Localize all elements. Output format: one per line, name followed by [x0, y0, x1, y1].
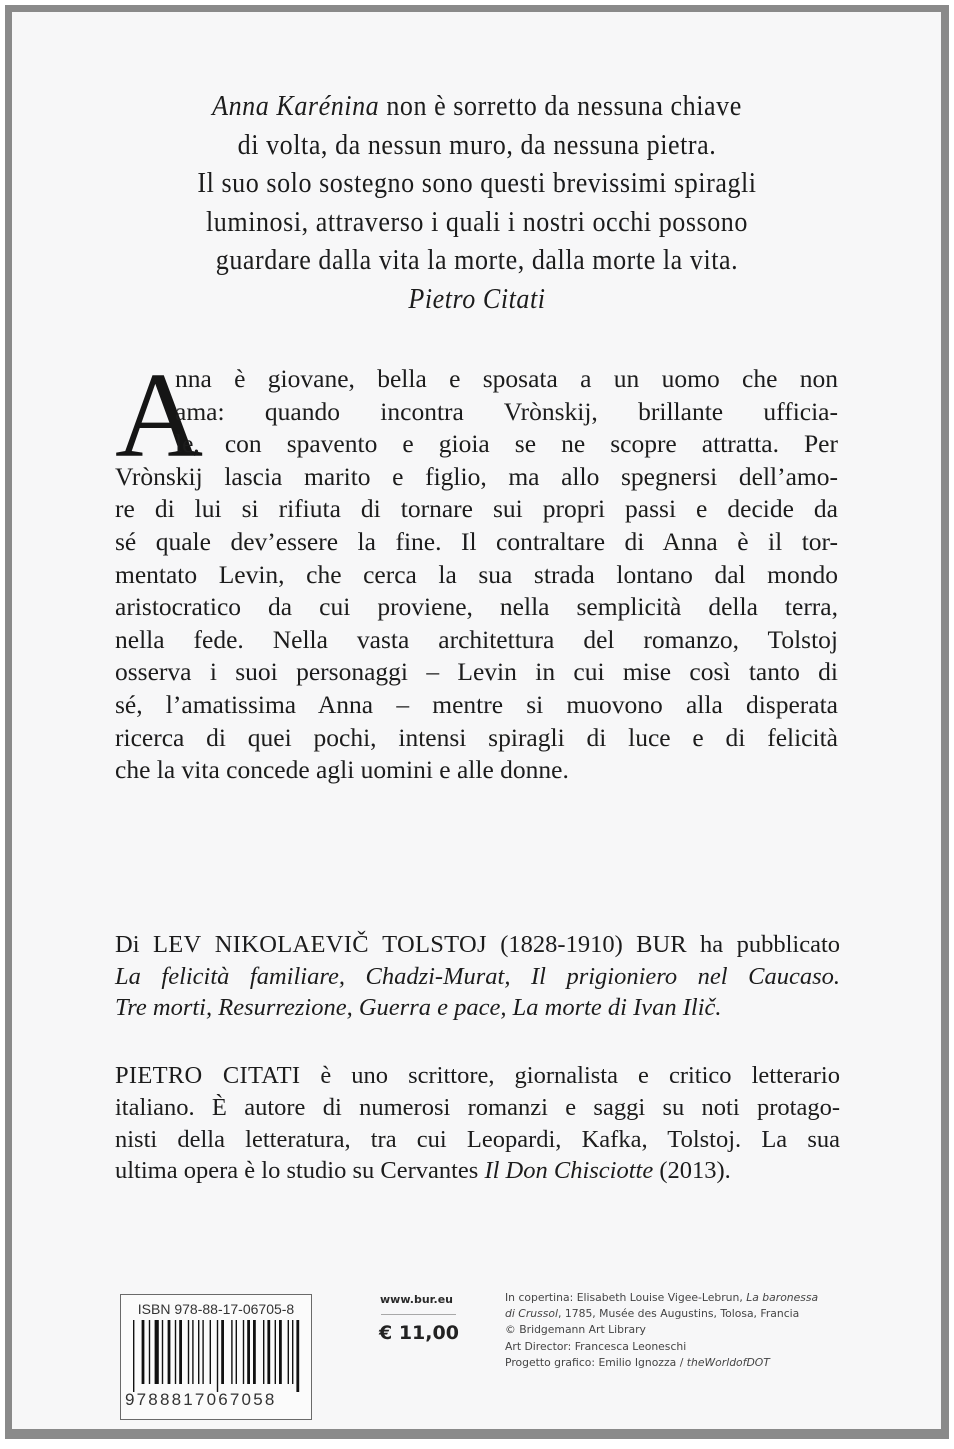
quote-text: non è sorretto da nessuna chiave	[379, 91, 742, 122]
synopsis-line: Vrònskij lascia marito e figlio, ma allo spegnersi dell’amo-	[115, 461, 838, 491]
cover-credits	[505, 1290, 818, 1371]
barcode-bar	[192, 1320, 193, 1384]
quote-line: guardare dalla vita la morte, dalla morte la vita.	[215, 245, 739, 276]
barcode-bar	[221, 1320, 224, 1384]
synopsis-line: nella fede. Nella vasta architettura del romanzo, Tolstoj	[115, 624, 838, 654]
credit-text: Progetto grafico: Emilio Ignozza /	[505, 1355, 687, 1369]
author-bio-line	[115, 992, 840, 1024]
author-bio-line	[115, 929, 840, 961]
barcode-bar	[263, 1320, 264, 1384]
credit-line	[505, 1306, 818, 1322]
bio-text: (1828-1910) BUR ha pubblicato	[486, 931, 841, 958]
bios	[115, 929, 840, 1187]
barcode-bar	[142, 1320, 145, 1384]
synopsis-line: mentato Levin, che cerca la sua strada lontano dal mondo	[115, 559, 838, 589]
critic-name: PIETRO CITATI	[115, 1062, 301, 1090]
barcode-digits: 9788817067058	[125, 1390, 277, 1409]
barcode-bar	[288, 1320, 289, 1384]
quote-line: Il suo solo sostegno sono questi brevissimi spiragli	[197, 168, 757, 199]
author-name: LEV NIKOLAEVIČ TOLSTOJ	[152, 931, 487, 958]
critic-bio-line: nisti della letteratura, tra cui Leopardi, Kafka, Tolstoj. La sua	[115, 1125, 840, 1153]
credit-line	[505, 1290, 818, 1306]
critic-bio-line	[115, 1155, 840, 1187]
quote-attribution: Pietro Citati	[408, 283, 546, 315]
isbn-label: ISBN 978-88-17-06705-8	[137, 1301, 295, 1317]
barcode-bar	[188, 1320, 189, 1384]
barcode-bar	[217, 1320, 218, 1392]
barcode-bar	[247, 1320, 250, 1384]
synopsis-line: nna è giovane, bella e sposata a un uomo che non	[175, 364, 838, 393]
synopsis-line: le, con spavento e gioia se ne scopre attratta. Per	[175, 429, 838, 459]
synopsis	[115, 348, 838, 787]
synopsis-line: osserva i suoi personaggi – Levin in cui mise così tanto di	[115, 657, 838, 687]
barcode-bar	[162, 1320, 163, 1384]
barcode-bars	[133, 1320, 303, 1392]
credit-text: In copertina: Elisabeth Louise Vigee-Lebrun,	[505, 1291, 747, 1304]
synopsis-line: che la vita concede agli uomini e alle donne.	[115, 755, 569, 785]
barcode-bar	[149, 1320, 150, 1384]
artwork-title: La baronessa	[746, 1291, 819, 1304]
publisher-website: www.bur.eu	[380, 1293, 453, 1306]
synopsis-line: re di lui si rifiuta di tornare sui propri passi e decide da	[115, 494, 838, 524]
work-title: Il Don Chisciotte	[484, 1157, 654, 1185]
titles-list: La felicità familiare, Chadzi-Murat, Il prigioniero nel Caucaso.	[115, 962, 840, 990]
credit-line: © Bridgemann Art Library	[505, 1323, 646, 1337]
drop-cap: A	[115, 348, 204, 483]
credit-line: Art Director: Francesca Leoneschi	[505, 1339, 687, 1353]
barcode-bar	[133, 1320, 134, 1392]
barcode-bar	[279, 1320, 282, 1384]
synopsis-line: ricerca di quei pochi, intensi spiragli di luce e di felicità	[115, 722, 838, 752]
credit-line	[505, 1355, 818, 1371]
studio-name: theWorldofDOT	[686, 1355, 770, 1369]
bio-text: (2013).	[653, 1157, 731, 1185]
barcode-bar	[231, 1320, 232, 1384]
barcode-bar	[210, 1320, 211, 1384]
barcode-bar	[198, 1320, 199, 1384]
barcode-bar	[253, 1320, 256, 1384]
titles-list: Tre morti, Resurrezione, Guerra e pace, La morte di Ivan Ilič.	[115, 994, 722, 1022]
barcode-bar	[168, 1320, 171, 1384]
synopsis-line: ama: quando incontra Vrònskij, brillante ufficia-	[175, 396, 838, 426]
divider	[381, 1314, 456, 1315]
isbn-barcode	[120, 1294, 312, 1420]
barcode-bar	[179, 1320, 182, 1384]
author-bio-line	[115, 961, 840, 993]
barcode-bar	[175, 1320, 176, 1384]
barcode-bar	[292, 1320, 293, 1384]
barcode-bar	[296, 1320, 299, 1392]
barcode-bar	[267, 1320, 270, 1384]
barcode-bar	[155, 1320, 159, 1384]
bio-text: ultima opera è lo studio su Cervantes	[115, 1157, 485, 1185]
artwork-title: di Crussol	[505, 1307, 558, 1321]
quote-line: luminosi, attraverso i quali i nostri occhi possono	[206, 206, 748, 238]
barcode-bar	[243, 1320, 244, 1384]
barcode-bar	[275, 1320, 276, 1384]
bio-text: è uno scrittore, giornalista e critico letterario	[300, 1062, 840, 1090]
quote-line	[33, 88, 920, 127]
barcode-bar	[236, 1320, 237, 1384]
price: € 11,00	[379, 1322, 459, 1344]
credit-text: , 1785, Musée des Augustins, Tolosa, Francia	[557, 1307, 800, 1321]
barcode-bar	[202, 1320, 203, 1384]
bio-prefix: Di	[115, 931, 153, 958]
critic-bio-line: italiano. È autore di numerosi romanzi e saggi su noti protago-	[115, 1093, 840, 1121]
synopsis-line: aristocratico da cui proviene, nella semplicità della terra,	[115, 592, 838, 622]
quote-line: di volta, da nessun muro, da nessuna pietra.	[237, 129, 717, 161]
synopsis-line: sé, l’amatissima Anna – mentre si muovono alla disperata	[115, 689, 838, 719]
synopsis-line: sé quale dev’essere la fine. Il contraltare di Anna è il tor-	[115, 526, 838, 556]
critic-bio-line	[115, 1060, 840, 1092]
epigraph-quote	[33, 88, 920, 319]
book-title: Anna Karénina	[212, 91, 380, 122]
